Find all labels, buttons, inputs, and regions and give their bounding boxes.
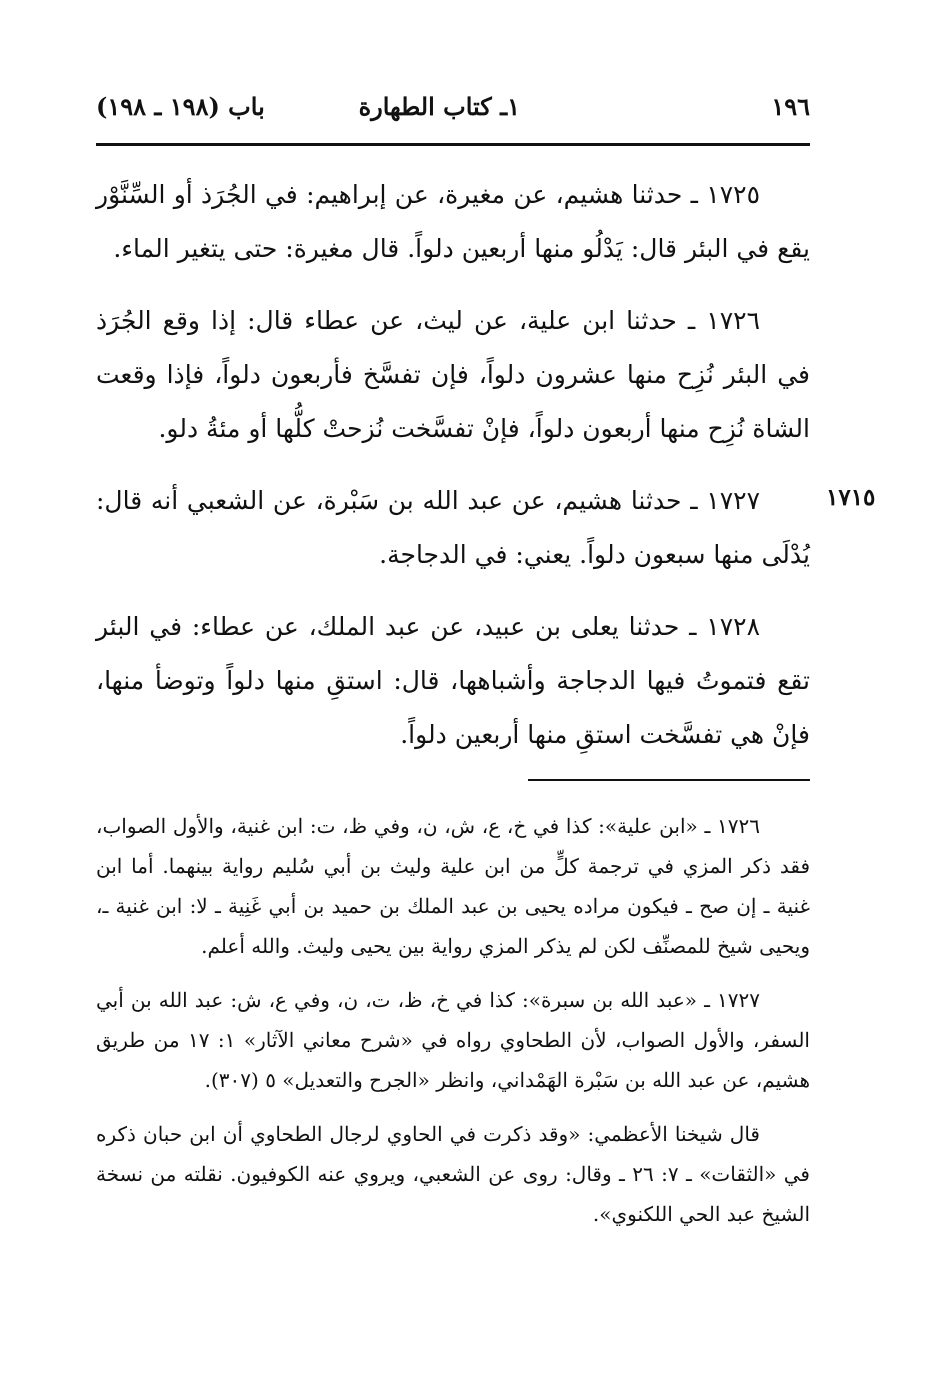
hadith-1725: ١٧٢٥ ـ حدثنا هشيم، عن مغيرة، عن إبراهيم: في الجُرَذ أو السِّنَّوْر يقع في البئر قال: يَدْلُو منها أربعين دلواً. قال مغيرة: حتى يتغير الماء. bbox=[96, 180, 810, 263]
footnote-1727: ١٧٢٧ ـ «عبد الله بن سبرة»: كذا في خ، ظ، ت، ن، وفي ع، ش: عبد الله بن أبي السفر، والأول الصواب، لأن الطحاوي رواه في «شرح معاني الآثار» ١: ١٧ من طريق هشيم، عن عبد الله بن سَبْرة الهَمْداني، وانظر «الجرح والتعديل» ٥ (٣٠٧). bbox=[96, 988, 810, 1092]
footnotes bbox=[96, 806, 810, 1248]
footnote-rule bbox=[528, 779, 810, 781]
hadith-1726: ١٧٢٦ ـ حدثنا ابن علية، عن ليث، عن عطاء قال: إذا وقع الجُرَذ في البئر نُزِح منها عشرون دلواً، فإن تفسَّخ فأربعون دلواً، فإذا وقعت الشاة نُزِح منها أربعون دلواً، فإنْ تفسَّخت نُزحتْ كلُّها أو مئةُ دلو. bbox=[96, 306, 810, 443]
footnote-1726: ١٧٢٦ ـ «ابن علية»: كذا في خ، ع، ش، ن، وفي ظ، ت: ابن غنية، والأول الصواب، فقد ذكر المزي في ترجمة كلٍّ من ابن علية وليث بن أبي سُليم رواية بينهما. أما ابن غنية ـ إن صح ـ فيكون مراده يحيى بن عبد الملك بن حميد بن أبي غَنِية ـ لا: ابن غنية ـ، ويحيى شيخ للمصنِّف لكن لم يذكر المزي رواية بين يحيى وليث. والله أعلم. bbox=[96, 814, 810, 958]
chapter-title: باب (١٩٨ ـ ١٩٨) bbox=[96, 92, 265, 121]
header-rule bbox=[96, 143, 810, 146]
hadith-1728: ١٧٢٨ ـ حدثنا يعلى بن عبيد، عن عبد الملك، عن عطاء: في البئر تقع فتموتُ فيها الدجاجة وأشباهها، قال: استقِ منها دلواً وتوضأ منها، فإنْ هي تفسَّخت استقِ منها أربعين دلواً. bbox=[96, 612, 810, 749]
footnote-azami: قال شيخنا الأعظمي: «وقد ذكرت في الحاوي لرجال الطحاوي أن ابن حبان ذكره في «الثقات» ـ ٧: ٢٦ ـ وقال: روى عن الشعبي، ويروي عنه الكوفيون. نقلته من نسخة الشيخ عبد الحي اللكنوي». bbox=[96, 1122, 810, 1226]
page-number: ١٩٦ bbox=[771, 92, 810, 121]
book-title: ١ـ كتاب الطهارة bbox=[358, 92, 520, 121]
margin-reference-number: ١٧١٥ bbox=[826, 484, 876, 511]
main-text bbox=[96, 168, 810, 780]
hadith-1727: ١٧٢٧ ـ حدثنا هشيم، عن عبد الله بن سَبْرة، عن الشعبي أنه قال: يُدْلَى منها سبعون دلواً. يعني: في الدجاجة. bbox=[96, 486, 810, 569]
running-header bbox=[96, 92, 810, 128]
